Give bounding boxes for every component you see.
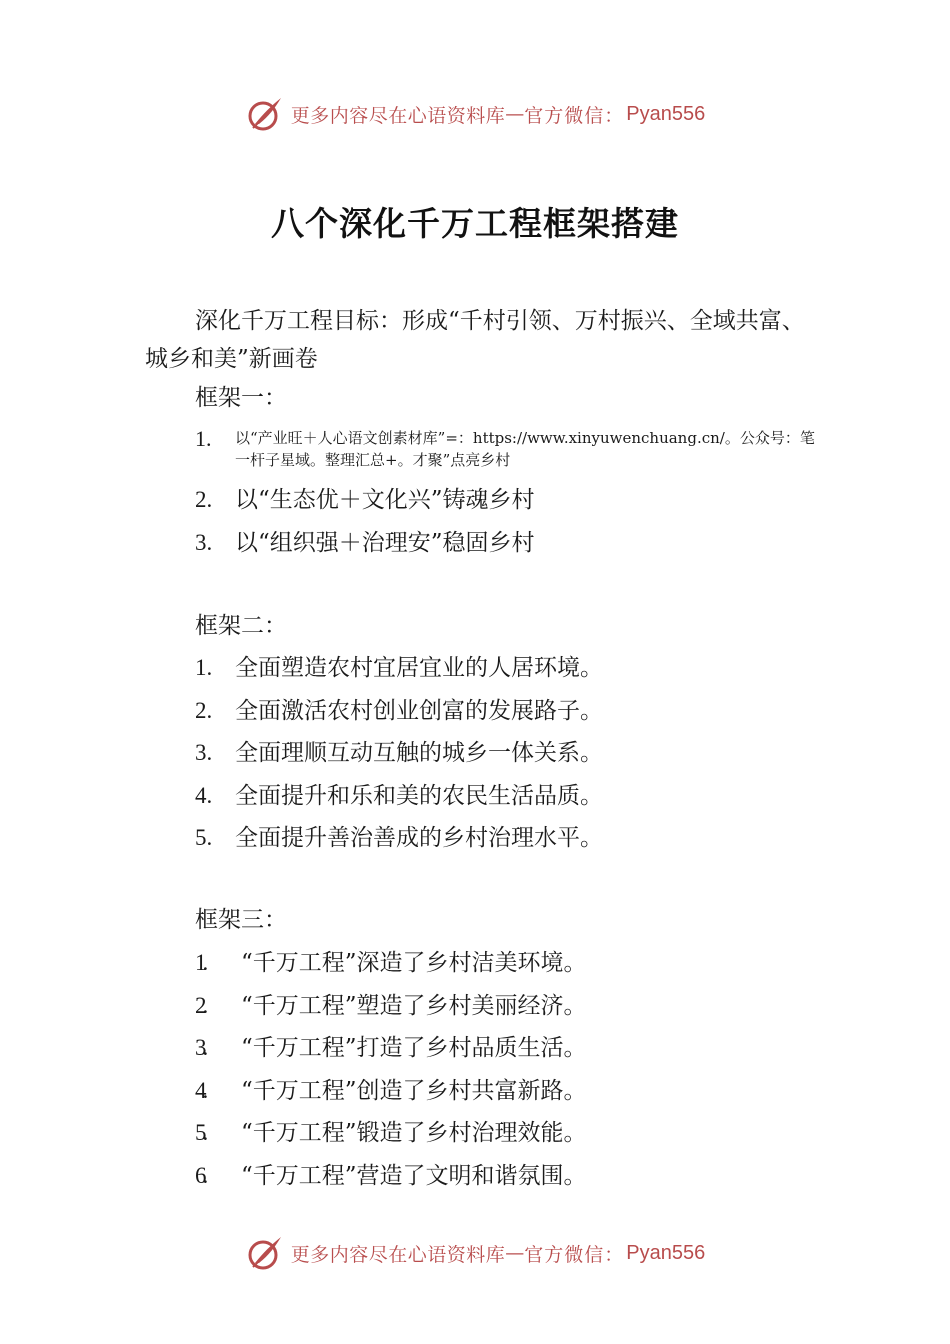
list-item	[195, 528, 535, 558]
list-item	[195, 485, 535, 515]
list-item-number: 5.	[195, 1120, 205, 1145]
list-item-text: “千万工程”锻造了乡村治理效能。	[241, 1120, 587, 1146]
list-item-text: 全面提升善治善成的乡村治理水平。	[235, 825, 603, 851]
section-heading-3: 框架三：	[195, 907, 287, 933]
list-item-text: “千万工程”打造了乡村品质生活。	[241, 1035, 587, 1061]
list-item	[195, 948, 587, 978]
list-item-text: 以“生态优＋文化兴”铸魂乡村	[235, 487, 535, 513]
banner-library-text: 更多内容尽在心语资料库	[290, 104, 506, 127]
banner-wechat-label: 官方微信：	[524, 104, 625, 127]
banner-separator: —	[505, 103, 525, 125]
list-item-text: 全面塑造农村宜居宜业的人居环境。	[235, 655, 603, 681]
banner-wechat-id: Pyan556	[626, 1241, 706, 1264]
list-item	[195, 738, 603, 768]
list-item-number: 6.	[195, 1163, 205, 1188]
list-item	[195, 427, 820, 471]
banner-separator: —	[505, 1242, 525, 1264]
list-item-text: “千万工程”塑造了乡村美丽经济。	[241, 993, 587, 1019]
list-item	[195, 1076, 587, 1106]
quill-logo-icon	[245, 94, 285, 134]
section-heading-1: 框架一：	[195, 385, 287, 411]
banner-library-text: 更多内容尽在心语资料库	[290, 1243, 506, 1266]
goal-paragraph: 深化千万工程目标：形成“千村引领、万村振兴、全域共富、城乡和美”新画卷	[145, 308, 805, 372]
list-item-text: 全面提升和乐和美的农民生活品质。	[235, 783, 603, 809]
list-item-number: 5.	[195, 825, 213, 850]
list-item	[195, 653, 603, 683]
list-item	[195, 1118, 587, 1148]
banner-wechat-id: Pyan556	[626, 102, 706, 125]
list-item-text: 以“组织强＋治理安”稳固乡村	[235, 530, 535, 556]
list-item-number: 2.	[195, 698, 213, 723]
quill-logo-icon	[245, 1233, 285, 1273]
list-item-text: “千万工程”创造了乡村共富新路。	[241, 1078, 587, 1104]
banner-wechat-label: 官方微信：	[524, 1243, 625, 1266]
list-item-number: 4.	[195, 783, 213, 808]
list-item-text: 以“产业旺＋人心语文创素材库”=：https://www.xinyuwenchuang.cn/。公众号：笔一杆子星域。整理汇总+。才聚”点亮乡村	[235, 429, 815, 469]
list-item-number: 2.	[195, 487, 213, 512]
list-item	[195, 781, 603, 811]
list-item-text: 全面激活农村创业创富的发展路子。	[235, 698, 603, 724]
list-item-number: 4.	[195, 1078, 205, 1103]
list-item-number: 2.	[195, 993, 205, 1018]
list-item-text: “千万工程”营造了文明和谐氛围。	[241, 1163, 587, 1189]
list-item-number: 1.	[195, 950, 205, 975]
list-item	[195, 991, 587, 1021]
header-banner	[0, 92, 950, 136]
list-item	[195, 1161, 587, 1191]
list-item-number: 3.	[195, 740, 213, 765]
list-item	[195, 823, 603, 853]
list-item-number: 3.	[195, 530, 213, 555]
list-item-text: “千万工程”深造了乡村洁美环境。	[241, 950, 587, 976]
list-item-number: 1.	[195, 426, 212, 451]
list-item	[195, 696, 603, 726]
footer-banner	[0, 1231, 950, 1275]
document-title: 八个深化千万工程框架搭建	[271, 204, 679, 243]
list-item-text: 全面理顺互动互触的城乡一体关系。	[235, 740, 603, 766]
section-heading-2: 框架二：	[195, 613, 287, 639]
list-item	[195, 1033, 587, 1063]
list-item-number: 3.	[195, 1035, 205, 1060]
list-item-number: 1.	[195, 655, 213, 680]
